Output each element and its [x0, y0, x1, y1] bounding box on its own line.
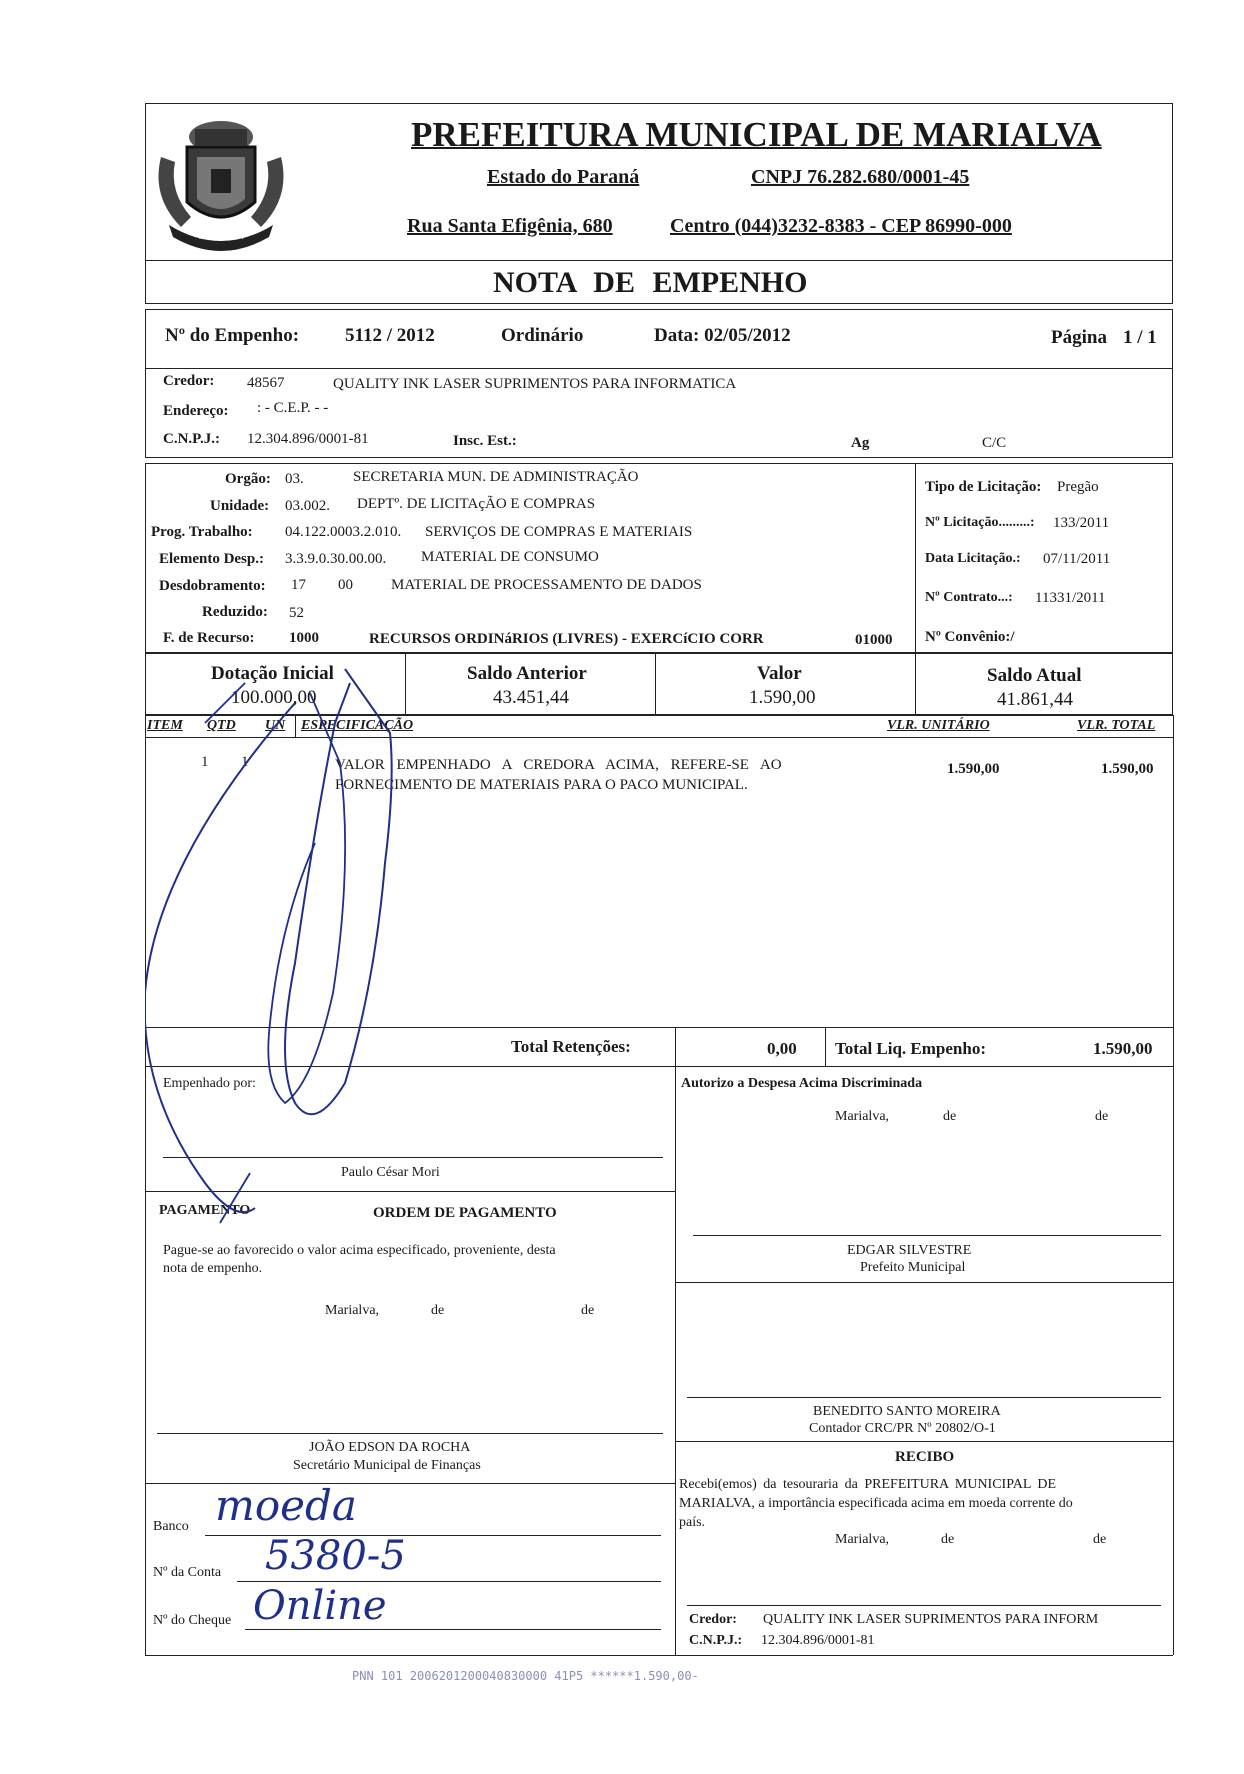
fonte-recurso-desc: RECURSOS ORDINáRIOS (LIVRES) - EXERCíCIO CORR	[369, 631, 764, 647]
col-qtd: QTD	[207, 718, 236, 733]
pagamento-place: Marialva,	[325, 1303, 380, 1318]
empenho-number-value: 5112 / 2012	[345, 325, 435, 346]
recibo-de2: de	[1093, 1532, 1107, 1547]
svg-text:MARIALVA: MARIALVA	[198, 232, 244, 242]
total-retencoes-label: Total Retenções:	[511, 1037, 631, 1056]
autorizo-place: Marialva,	[835, 1109, 890, 1124]
credor-code: 48567	[247, 375, 285, 391]
doc-title: NOTA DE EMPENHO	[493, 266, 808, 299]
autorizo-title: Autorizo a Despesa Acima Discriminada	[681, 1076, 923, 1091]
empenho-type: Ordinário	[501, 325, 584, 346]
saldo-atual-value: 41.861,44	[997, 689, 1073, 710]
contrato-label: Nº Contrato...:	[925, 590, 1013, 605]
unidade-label: Unidade:	[210, 498, 270, 514]
recibo-line1: Recebi(emos) da tesouraria da PREFEITURA MUNICIPAL DE	[679, 1477, 1057, 1492]
cc-label: C/C	[982, 435, 1007, 451]
footer-stamp: PNN 101 2006201200040830000 41P5 ******1.590,00-	[352, 1669, 699, 1683]
desdobramento-desc: MATERIAL DE PROCESSAMENTO DE DADOS	[391, 577, 702, 593]
secretario-role: Secretário Municipal de Finanças	[293, 1458, 481, 1473]
credor-label: Credor:	[163, 373, 215, 389]
contador-name: BENEDITO SANTO MOREIRA	[813, 1404, 1001, 1419]
nota-empenho-form	[145, 103, 1173, 1655]
orgao-desc: SECRETARIA MUN. DE ADMINISTRAÇÃO	[353, 469, 639, 485]
recibo-line3: país.	[679, 1515, 706, 1530]
conta-handwritten: 5380-5	[265, 1533, 406, 1579]
total-retencoes-value: 0,00	[767, 1039, 797, 1058]
cnpj-label: CNPJ 76.282.680/0001-45	[751, 166, 970, 188]
empenhado-por-name: Paulo César Mori	[341, 1165, 440, 1180]
empenho-date: Data: 02/05/2012	[654, 325, 791, 346]
recibo-place: Marialva,	[835, 1532, 890, 1547]
secretario-name: JOÃO EDSON DA ROCHA	[309, 1440, 471, 1455]
banco-handwritten: moeda	[215, 1481, 357, 1530]
elemento-desp-code: 3.3.9.0.30.00.00.	[285, 551, 387, 567]
saldo-atual-label: Saldo Atual	[987, 665, 1082, 686]
contrato-value: 11331/2011	[1035, 590, 1106, 606]
valor-label: Valor	[757, 663, 802, 684]
item-desc-line1: VALOR EMPENHADO A CREDORA ACIMA, REFERE-SE AO	[335, 757, 782, 773]
pagamento-text-line2: nota de empenho.	[163, 1261, 263, 1276]
page-title: PREFEITURA MUNICIPAL DE MARIALVA	[411, 115, 1102, 154]
recibo-de1: de	[941, 1532, 955, 1547]
state-label: Estado do Paraná	[487, 166, 640, 188]
autorizo-de2: de	[1095, 1109, 1109, 1124]
contact-label: Centro (044)3232-8383 - CEP 86990-000	[670, 215, 1012, 237]
unidade-desc: DEPTº. DE LICITAçÃO E COMPRAS	[357, 496, 596, 512]
coat-of-arms-icon	[151, 107, 291, 257]
banco-label: Banco	[153, 1519, 189, 1534]
pagamento-text-line1: Pague-se ao favorecido o valor acima especificado, proveniente, desta	[163, 1243, 556, 1258]
credor-cnpj-label: C.N.P.J.:	[163, 431, 220, 447]
col-especificacao: ESPECIFICAÇÃO	[301, 718, 414, 733]
page-number: 1 / 1	[1123, 327, 1157, 348]
item-unit-price: 1.590,00	[947, 761, 1000, 777]
fonte-recurso-code2: 01000	[855, 632, 893, 648]
pagamento-de1: de	[431, 1303, 445, 1318]
tipo-licitacao-value: Pregão	[1057, 479, 1099, 495]
saldo-anterior-value: 43.451,44	[493, 687, 569, 708]
address-label: Rua Santa Efigênia, 680	[407, 215, 613, 237]
pagamento-de2: de	[581, 1303, 595, 1318]
recibo-title: RECIBO	[895, 1449, 955, 1465]
col-item: ITEM	[147, 718, 183, 733]
numero-licitacao-label: Nº Licitação.........:	[925, 515, 1035, 530]
elemento-desp-label: Elemento Desp.:	[159, 551, 264, 567]
col-un: UN	[265, 718, 286, 733]
fonte-recurso-label: F. de Recurso:	[163, 630, 255, 646]
credor-name: QUALITY INK LASER SUPRIMENTOS PARA INFORMATICA	[333, 376, 737, 392]
item-number: 1	[201, 754, 209, 770]
data-licitacao-value: 07/11/2011	[1043, 551, 1111, 567]
total-liq-label: Total Liq. Empenho:	[835, 1039, 986, 1058]
prog-trabalho-desc: SERVIÇOS DE COMPRAS E MATERIAIS	[425, 524, 693, 540]
saldo-anterior-label: Saldo Anterior	[467, 663, 587, 684]
empenhado-por-label: Empenhado por:	[163, 1076, 256, 1091]
ordem-pagamento-title: ORDEM DE PAGAMENTO	[373, 1205, 557, 1221]
reduzido-value: 52	[289, 605, 304, 621]
convenio-label: Nº Convênio:/	[925, 629, 1015, 645]
numero-licitacao-value: 133/2011	[1053, 515, 1110, 531]
unidade-code: 03.002.	[285, 498, 330, 514]
col-vlr-unitario: VLR. UNITÁRIO	[887, 718, 990, 733]
credor-cnpj-value: 12.304.896/0001-81	[247, 431, 369, 447]
elemento-desp-desc: MATERIAL DE CONSUMO	[421, 549, 599, 565]
reduzido-label: Reduzido:	[202, 604, 268, 620]
endereco-label: Endereço:	[163, 403, 229, 419]
recibo-cnpj-value: 12.304.896/0001-81	[761, 1633, 875, 1648]
item-qtd: 1	[241, 754, 249, 770]
dotacao-inicial-label: Dotação Inicial	[211, 663, 334, 684]
col-vlr-total: VLR. TOTAL	[1077, 718, 1156, 733]
dotacao-inicial-value: 100.000,00	[231, 687, 317, 708]
autorizo-de1: de	[943, 1109, 957, 1124]
recibo-credor-value: QUALITY INK LASER SUPRIMENTOS PARA INFORM	[763, 1612, 1099, 1627]
page-label: Página	[1051, 327, 1107, 348]
insc-est-label: Insc. Est.:	[453, 433, 517, 449]
desdobramento-code: 17	[291, 577, 306, 593]
item-desc-line2: FORNECIMENTO DE MATERIAIS PARA O PACO MUNICIPAL.	[335, 777, 748, 793]
desdobramento-label: Desdobramento:	[159, 578, 266, 594]
cheque-label: Nº do Cheque	[153, 1613, 232, 1628]
total-liq-value: 1.590,00	[1093, 1039, 1153, 1058]
contador-role: Contador CRC/PR Nº 20802/O-1	[809, 1421, 996, 1436]
data-licitacao-label: Data Licitação.:	[925, 551, 1021, 566]
item-total-price: 1.590,00	[1101, 761, 1154, 777]
prefeito-role: Prefeito Municipal	[860, 1260, 966, 1275]
prog-trabalho-label: Prog. Trabalho:	[151, 524, 253, 540]
empenho-number-label: Nº do Empenho:	[165, 325, 300, 346]
desdobramento-code2: 00	[338, 577, 353, 593]
orgao-label: Orgão:	[225, 471, 271, 487]
fonte-recurso-code: 1000	[289, 630, 319, 646]
recibo-line2: MARIALVA, a importância especificada acima em moeda corrente do	[679, 1496, 1073, 1511]
tipo-licitacao-label: Tipo de Licitação:	[925, 479, 1042, 495]
pagamento-label: PAGAMENTO	[159, 1203, 251, 1218]
valor-value: 1.590,00	[749, 687, 816, 708]
prog-trabalho-code: 04.122.0003.2.010.	[285, 524, 402, 540]
recibo-credor-label: Credor:	[689, 1612, 737, 1627]
cheque-handwritten: Online	[253, 1583, 387, 1629]
endereco-value: : - C.E.P. - -	[257, 400, 329, 416]
recibo-cnpj-label: C.N.P.J.:	[689, 1633, 743, 1648]
conta-label: Nº da Conta	[153, 1565, 222, 1580]
ag-label: Ag	[851, 435, 870, 451]
orgao-code: 03.	[285, 471, 304, 487]
prefeito-name: EDGAR SILVESTRE	[847, 1243, 972, 1258]
